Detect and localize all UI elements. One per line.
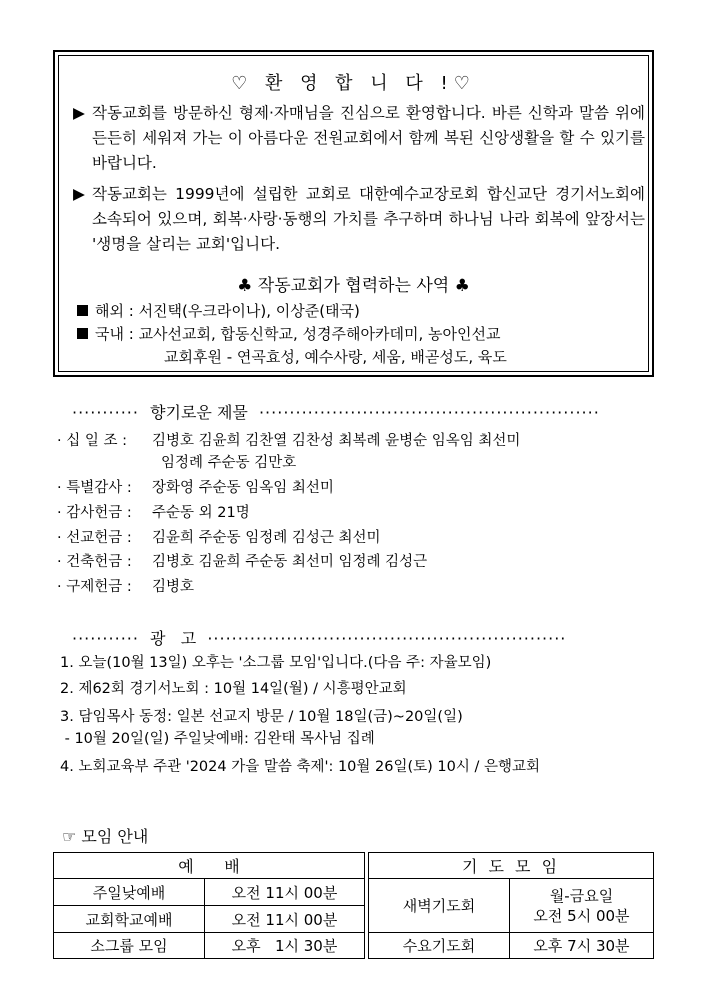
offering-label: · 구제헌금 : <box>57 579 132 595</box>
prayer-name: 새벽기도회 <box>369 879 510 933</box>
offering-label: · 선교헌금 : <box>57 530 132 546</box>
worship-table <box>53 852 365 959</box>
prayer-hour: 오전 5시 00분 <box>533 906 630 925</box>
offerings-title: 향기로운 제물 <box>150 403 248 422</box>
welcome-title: ♡ 환 영 합 니 다 !♡ <box>231 73 476 94</box>
square-bullet-icon <box>77 328 88 339</box>
welcome-paragraph-1-text: 작동교회를 방문하신 형제·자매님을 진심으로 환영합니다. 바른 신학과 말씀 위에 든든히 세워져 가는 이 아름다운 전원교회에서 함께 복된 신앙생활을 할 수 있기를 바랍니다. <box>92 104 645 172</box>
worship-time: 오후 1시 30분 <box>205 933 365 959</box>
bullet-triangle-icon: ▶ <box>73 104 85 122</box>
list-item: - 10월 20일(일) 주일낮예배: 김완태 목사님 집례 <box>60 731 375 747</box>
square-bullet-icon <box>77 305 88 316</box>
missions-overseas-text: 해외 : 서진택(우크라이나), 이상준(태국) <box>95 302 360 320</box>
offering-names: 임정례 주순동 김만호 <box>161 455 297 471</box>
worship-header: 예 배 <box>54 853 365 879</box>
offering-label: · 십 일 조 : <box>57 433 127 449</box>
worship-name: 주일낮예배 <box>54 879 205 906</box>
offering-names: 김병호 김윤희 김찬열 김찬성 최복례 윤병순 임옥임 최선미 <box>152 433 521 449</box>
list-item: 1. 오늘(10월 13일) 오후는 '소그룹 모임'입니다.(다음 주: 자율모임) <box>60 655 492 671</box>
offering-names: 김병호 <box>152 579 195 595</box>
header-dots-right: ··························································· <box>207 629 567 648</box>
offering-label: · 건축헌금 : <box>57 554 132 570</box>
offerings-header <box>72 400 600 423</box>
table-row <box>54 933 365 959</box>
list-item <box>57 576 194 598</box>
announcements-title: 광 고 <box>150 629 197 648</box>
prayer-time: 오후 7시 30분 <box>510 933 654 959</box>
missions-domestic-support: 교회후원 - 연곡효성, 예수사랑, 세움, 배곧성도, 육도 <box>164 348 507 366</box>
worship-time: 오전 11시 00분 <box>205 906 365 933</box>
list-item: 2. 제62회 경기서노회 : 10월 14일(월) / 시흥평안교회 <box>60 681 407 697</box>
list-item: 4. 노회교육부 주관 '2024 가을 말씀 축제': 10월 26일(토) 10시 / 은행교회 <box>60 759 540 775</box>
missions-domestic-text: 국내 : 교사선교회, 합동신학교, 성경주해아카데미, 농아인선교 <box>95 325 501 343</box>
table-row <box>54 879 365 906</box>
header-dots-right: ························································ <box>258 403 600 422</box>
table-row <box>54 906 365 933</box>
worship-name: 소그룹 모임 <box>54 933 205 959</box>
welcome-box <box>53 50 654 377</box>
welcome-paragraph-1 <box>73 101 645 176</box>
offering-names: 김윤희 주순동 임정례 김성근 최선미 <box>152 530 381 546</box>
welcome-paragraph-2-text: 작동교회는 1999년에 설립한 교회로 대한예수교장로회 합신교단 경기서노회에 소속되어 있으며, 회복·사랑·동행의 가치를 추구하며 하나님 나라 회복에 앞장서는 '생명을 살리는 교회'입니다. <box>92 185 645 253</box>
worship-time: 오전 11시 00분 <box>205 879 365 906</box>
bullet-triangle-icon: ▶ <box>73 185 85 203</box>
header-dots-left: ··········· <box>72 403 139 422</box>
header-dots-left: ··········· <box>72 629 139 648</box>
prayer-table <box>368 852 654 959</box>
prayer-time <box>510 879 654 933</box>
list-item <box>57 527 381 549</box>
table-row <box>369 879 654 933</box>
meetings-title: ☞ 모임 안내 <box>62 827 149 846</box>
missions-overseas <box>77 300 360 322</box>
offering-names: 장화영 주순동 임옥임 최선미 <box>152 480 334 496</box>
prayer-days: 월-금요일 <box>549 886 614 905</box>
list-item <box>57 430 520 452</box>
prayer-header: 기 도 모 임 <box>369 853 654 879</box>
missions-title: ♣ 작동교회가 협력하는 사역 ♣ <box>237 276 470 296</box>
offering-label: · 감사헌금 : <box>57 505 132 521</box>
prayer-name: 수요기도회 <box>369 933 510 959</box>
list-item <box>57 477 334 499</box>
table-row <box>369 933 654 959</box>
list-item <box>57 551 427 573</box>
offering-label: · 특별감사 : <box>57 480 132 496</box>
offering-names: 주순동 외 21명 <box>152 505 250 521</box>
missions-domestic <box>77 323 500 345</box>
welcome-paragraph-2 <box>73 182 645 257</box>
list-item <box>57 502 250 524</box>
offering-names: 김병호 김윤희 주순동 최선미 임정례 김성근 <box>152 554 428 570</box>
list-item <box>57 452 296 474</box>
list-item: 3. 담임목사 동정: 일본 선교지 방문 / 10월 18일(금)~20일(일) <box>60 709 463 725</box>
announcements-header <box>72 626 566 649</box>
worship-name: 교회학교예배 <box>54 906 205 933</box>
